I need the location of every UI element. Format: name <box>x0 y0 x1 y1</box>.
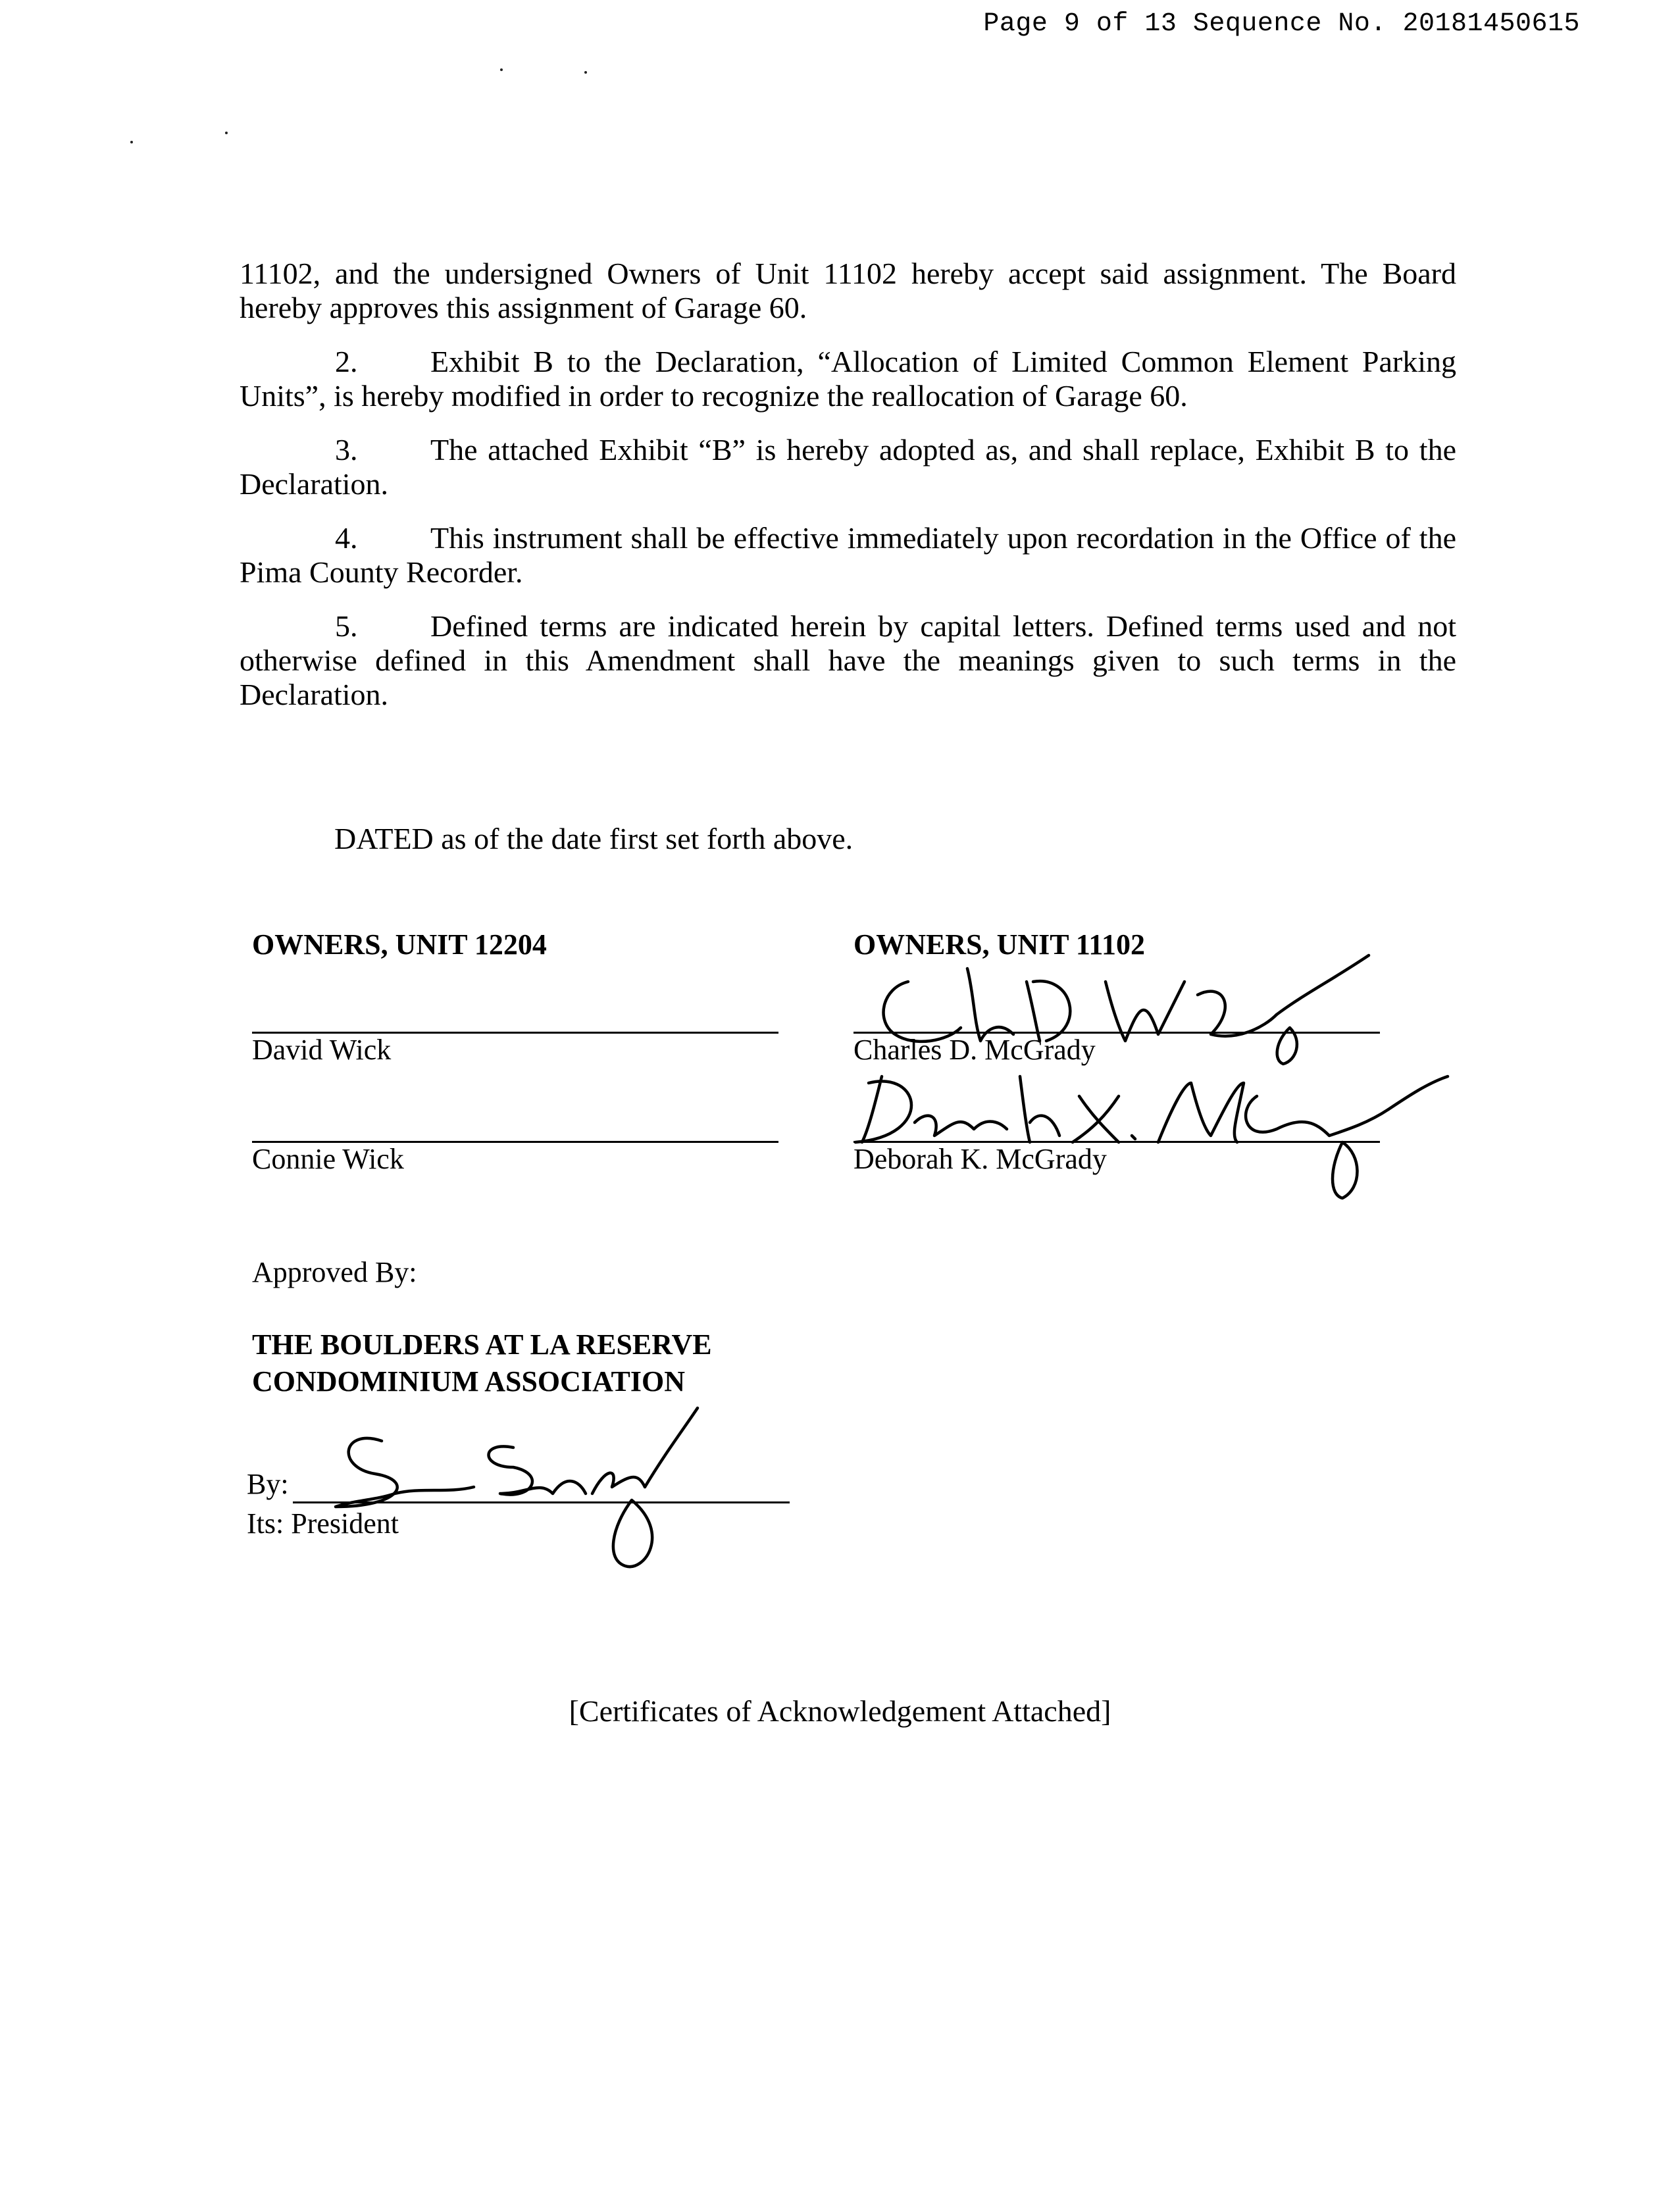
handwritten-signature-charles-mcgrady <box>869 942 1408 1067</box>
approved-by-label: Approved By: <box>252 1256 417 1288</box>
paragraph-text: This instrument shall be effective immediately upon recordation in the Office of the Pima County Recorder. <box>240 521 1456 589</box>
dated-line: DATED as of the date first set forth above. <box>334 822 853 855</box>
scan-speck <box>130 141 133 143</box>
amendment-body <box>240 257 1456 732</box>
paragraph-3 <box>240 433 1456 501</box>
scan-speck <box>500 68 503 71</box>
paragraph-number: 4. <box>335 521 358 555</box>
owners-unit-12204-heading: OWNERS, UNIT 12204 <box>252 928 547 961</box>
scan-speck <box>584 71 587 74</box>
its-president-label: Its: President <box>247 1507 399 1540</box>
scan-speck <box>225 132 228 134</box>
by-label: By: <box>247 1468 289 1500</box>
paragraph-text: Exhibit B to the Declaration, “Allocation of Limited Common Element Parking Units”, is hereby modified in order to recognize the reallocation of Garage 60. <box>240 345 1456 413</box>
signer-name-charles-mcgrady: Charles D. McGrady <box>853 1034 1096 1066</box>
paragraph-4 <box>240 521 1456 590</box>
paragraph-text: The attached Exhibit “B” is hereby adopted as, and shall replace, Exhibit B to the Declaration. <box>240 433 1456 501</box>
paragraph-number: 3. <box>335 433 358 466</box>
paragraph-2 <box>240 345 1456 413</box>
page-sequence-stamp: Page 9 of 13 Sequence No. 20181450615 <box>983 9 1580 39</box>
signer-name-connie-wick: Connie Wick <box>252 1143 404 1175</box>
association-name-line-1: THE BOULDERS AT LA RESERVE <box>252 1328 712 1361</box>
paragraph-number: 2. <box>335 345 358 378</box>
owners-unit-11102-heading: OWNERS, UNIT 11102 <box>853 928 1145 961</box>
handwritten-signature-deborah-mcgrady <box>842 1057 1461 1208</box>
paragraph-text: Defined terms are indicated herein by capital letters. Defined terms used and not otherwise defined in this Amendment shall have the meanings given to such terms in the Declaration. <box>240 609 1456 711</box>
signer-name-david-wick: David Wick <box>252 1034 392 1066</box>
association-name <box>252 1326 712 1400</box>
paragraph-number: 5. <box>335 609 358 643</box>
opening-paragraph: 11102, and the undersigned Owners of Unit 11102 hereby accept said assignment. The Board hereby approves this assignment of Garage 60. <box>240 257 1456 324</box>
certificates-attached-note: [Certificates of Acknowledgement Attached] <box>569 1694 1111 1728</box>
paragraph-5 <box>240 609 1456 712</box>
signer-name-deborah-mcgrady: Deborah K. McGrady <box>853 1143 1107 1175</box>
association-name-line-2: CONDOMINIUM ASSOCIATION <box>252 1365 686 1398</box>
handwritten-signature-president <box>316 1401 711 1573</box>
